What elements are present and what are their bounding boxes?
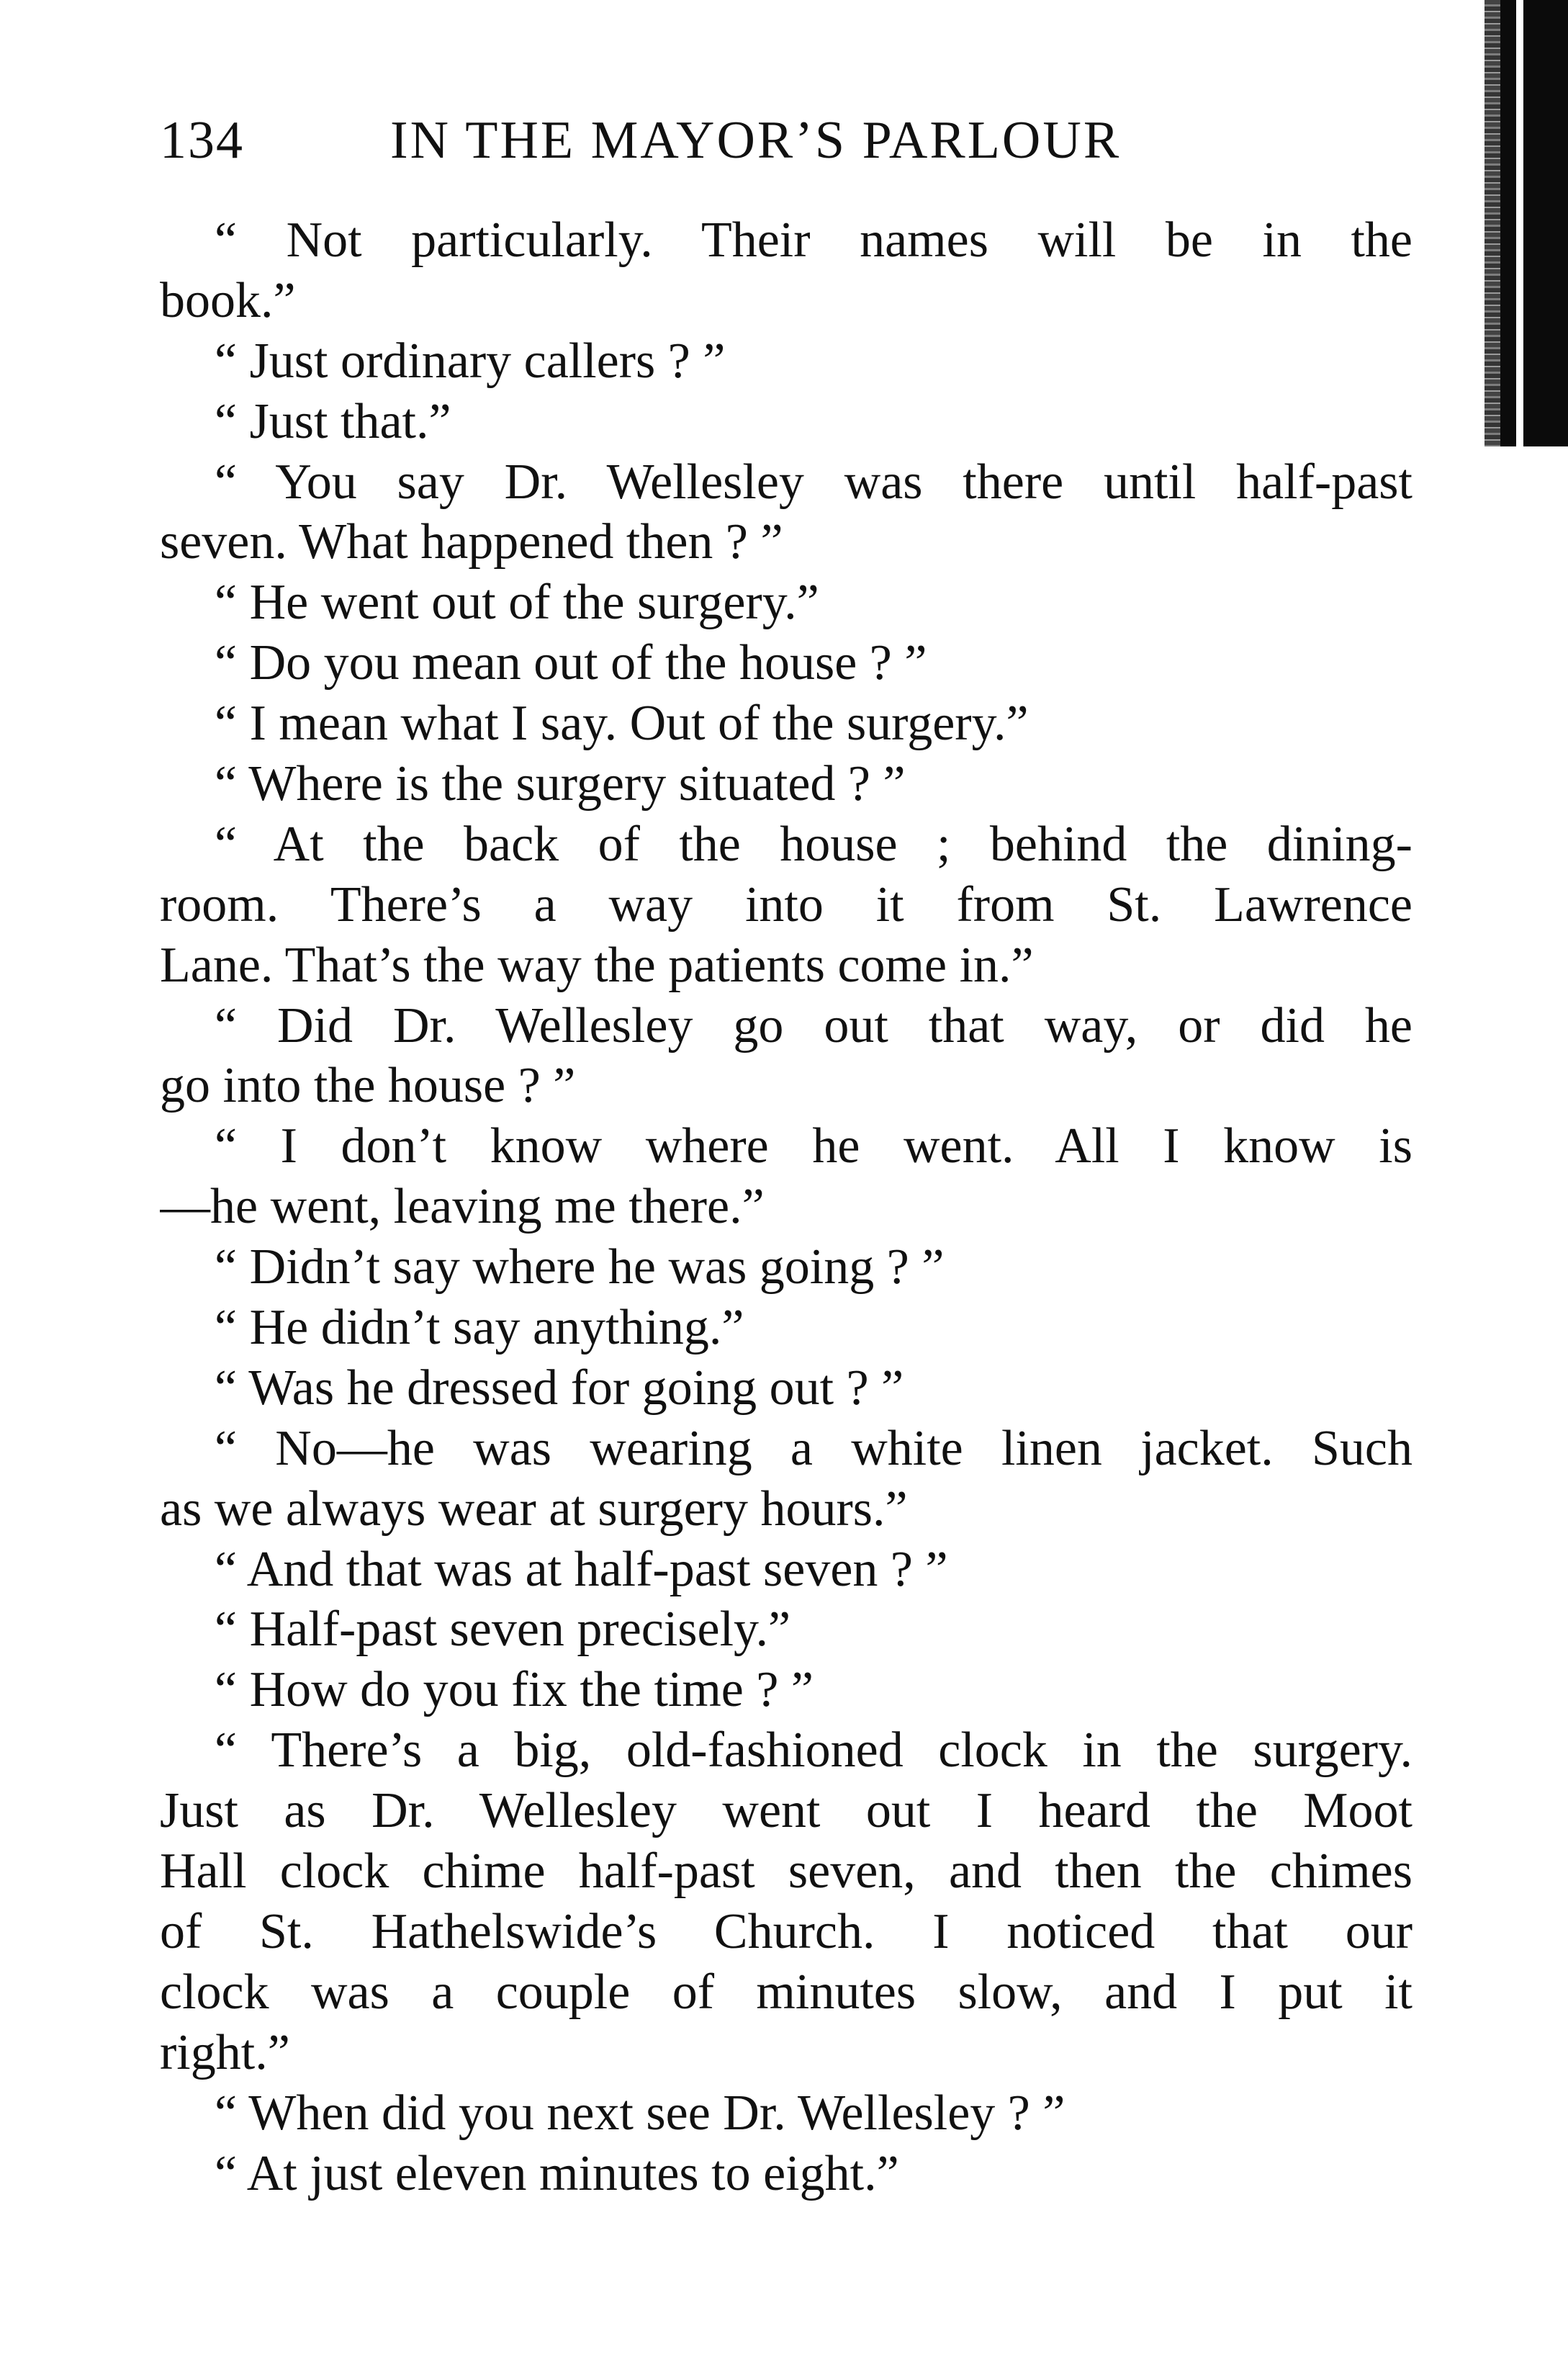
page-number: 134 bbox=[160, 111, 244, 170]
body-text bbox=[160, 210, 1412, 2203]
text-line: “ Just that.” bbox=[215, 393, 451, 449]
text-line: of St. Hathelswide’s Church. I noticed that our bbox=[160, 1903, 1412, 1959]
text-line: Just as Dr. Wellesley went out I heard the Moot bbox=[160, 1783, 1412, 1839]
text-line: go into the house ? ” bbox=[160, 1058, 576, 1114]
text-line: “ He went out of the surgery.” bbox=[215, 575, 819, 631]
text-line: Hall clock chime half-past seven, and then the chimes bbox=[160, 1843, 1412, 1900]
text-line: “ There’s a big, old-fashioned clock in the surgery. bbox=[215, 1722, 1412, 1779]
scan-edge-bar bbox=[1500, 0, 1568, 446]
text-line: “ I mean what I say. Out of the surgery.” bbox=[215, 696, 1029, 752]
text-line: “ Didn’t say where he was going ? ” bbox=[215, 1239, 945, 1295]
text-line: “ How do you fix the time ? ” bbox=[215, 1662, 814, 1718]
text-line: “ At just eleven minutes to eight.” bbox=[215, 2145, 899, 2201]
text-line: “ And that was at half-past seven ? ” bbox=[215, 1541, 948, 1597]
running-title: IN THE MAYOR’S PARLOUR bbox=[390, 111, 1122, 170]
text-line: “ When did you next see Dr. Wellesley ? ” bbox=[215, 2085, 1065, 2141]
text-line: “ Not particularly. Their names will be in the bbox=[215, 212, 1412, 268]
text-line: “ Did Dr. Wellesley go out that way, or did he bbox=[215, 997, 1412, 1054]
text-line: clock was a couple of minutes slow, and I put it bbox=[160, 1964, 1412, 2020]
text-line: “ I don’t know where he went. All I know is bbox=[215, 1118, 1412, 1174]
text-line: “ He didn’t say anything.” bbox=[215, 1300, 744, 1356]
text-line: “ Where is the surgery situated ? ” bbox=[215, 756, 906, 812]
text-line: “ Was he dressed for going out ? ” bbox=[215, 1360, 904, 1416]
page-header bbox=[160, 101, 1412, 180]
text-line: room. There’s a way into it from St. Lawrence bbox=[160, 876, 1412, 933]
text-line: book.” bbox=[160, 272, 296, 328]
text-line: “ Half-past seven precisely.” bbox=[215, 1601, 791, 1658]
text-line: right.” bbox=[160, 2024, 290, 2080]
text-line: as we always wear at surgery hours.” bbox=[160, 1481, 908, 1537]
text-line: “ You say Dr. Wellesley was there until half-past bbox=[215, 454, 1412, 510]
text-line: “ Do you mean out of the house ? ” bbox=[215, 635, 927, 691]
text-line: “ At the back of the house ; behind the dining- bbox=[215, 816, 1412, 872]
text-line: seven. What happened then ? ” bbox=[160, 514, 783, 570]
text-line: —he went, leaving me there.” bbox=[160, 1179, 765, 1235]
text-line: “ No—he was wearing a white linen jacket. Such bbox=[215, 1420, 1412, 1476]
text-line: “ Just ordinary callers ? ” bbox=[215, 333, 726, 389]
text-line: Lane. That’s the way the patients come in.” bbox=[160, 937, 1034, 993]
